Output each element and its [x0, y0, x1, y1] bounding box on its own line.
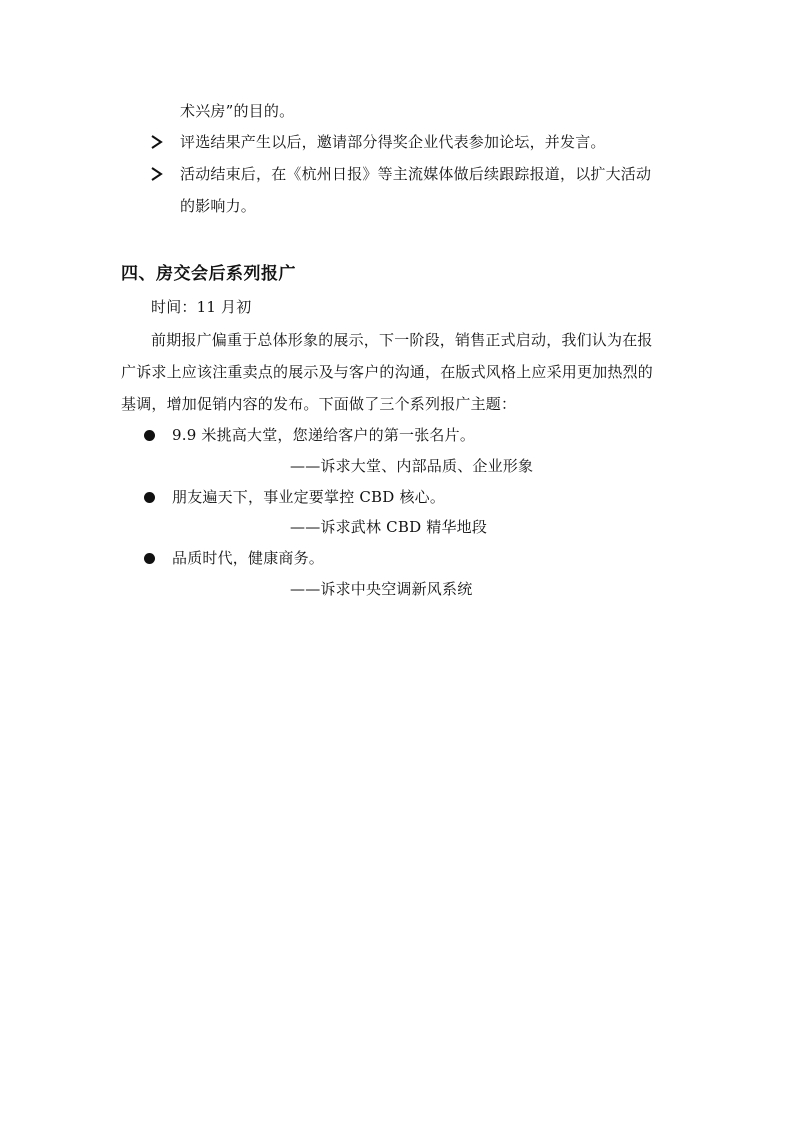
time-line: 时间：11 月初: [151, 298, 252, 316]
section-heading: 四、房交会后系列报广: [121, 264, 296, 284]
theme-title: 朋友遍天下，事业定要掌控 CBD 核心。: [172, 488, 446, 506]
list-item-continuation: 的影响力。: [180, 197, 257, 215]
paragraph-line: 广诉求上应该注重卖点的展示及与客户的沟通，在版式风格上应采用更加热烈的: [121, 363, 654, 381]
theme-title: 品质时代，健康商务。: [172, 549, 325, 567]
list-item: 活动结束后，在《杭州日报》等主流媒体做后续跟踪报道，以扩大活动: [180, 165, 652, 183]
paragraph-line: 基调，增加促销内容的发布。下面做了三个系列报广主题：: [121, 395, 517, 413]
dot-bullet-icon: [144, 492, 155, 503]
theme-appeal: ——诉求武林 CBD 精华地段: [290, 518, 488, 536]
continuation-line: 术兴房”的目的。: [180, 102, 295, 120]
theme-title: 9.9 米挑高大堂，您递给客户的第一张名片。: [172, 426, 476, 444]
theme-appeal: ——诉求中央空调新风系统: [290, 580, 473, 598]
list-item: 评选结果产生以后，邀请部分得奖企业代表参加论坛，并发言。: [180, 133, 606, 151]
theme-appeal: ——诉求大堂、内部品质、企业形象: [290, 457, 534, 475]
arrow-bullet-icon: [151, 134, 163, 150]
dot-bullet-icon: [144, 430, 155, 441]
paragraph-line: 前期报广偏重于总体形象的展示，下一阶段，销售正式启动，我们认为在报: [151, 331, 653, 349]
arrow-bullet-icon: [151, 166, 163, 182]
dot-bullet-icon: [144, 553, 155, 564]
